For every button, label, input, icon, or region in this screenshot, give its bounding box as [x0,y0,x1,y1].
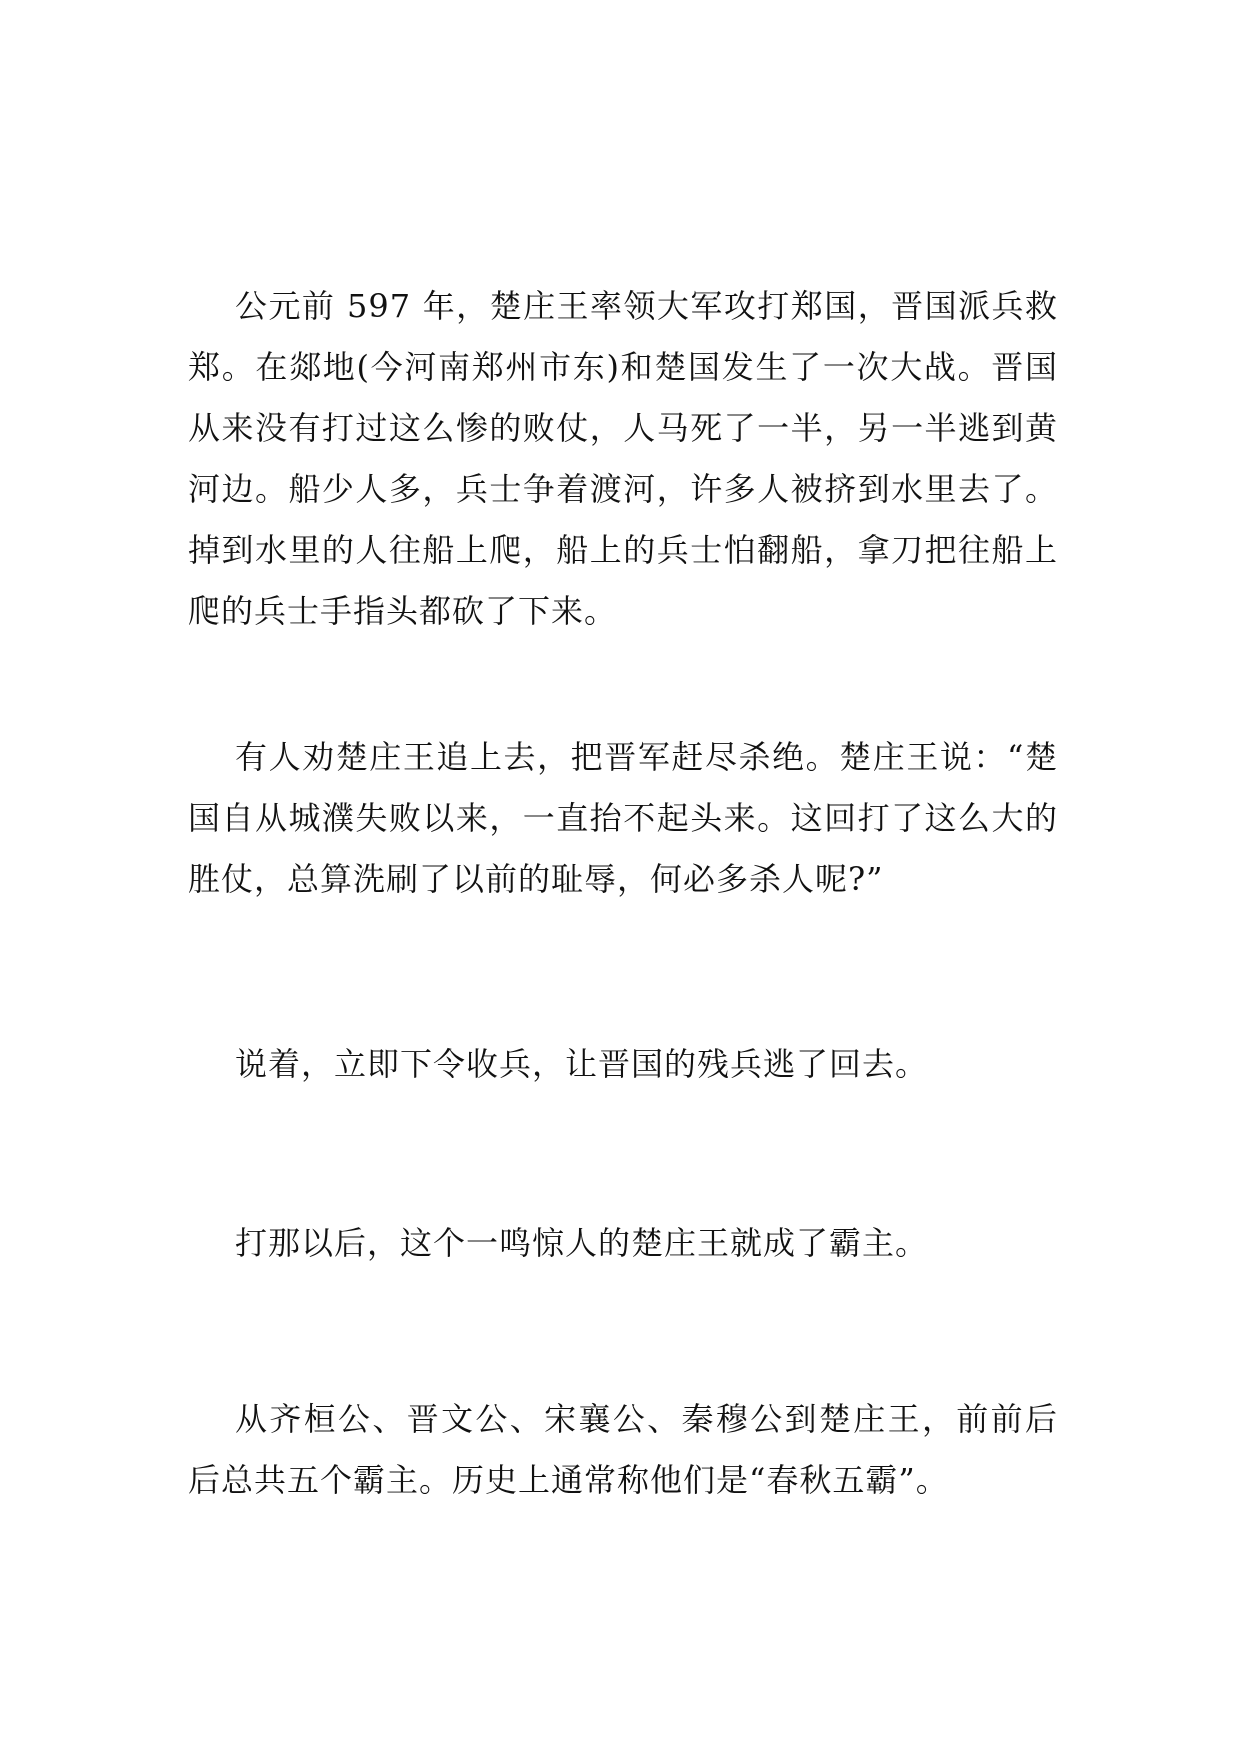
paragraph-battle: 公元前 597 年，楚庄王率领大军攻打郑国，晋国派兵救郑。在郯地(今河南郑州市东)和楚国发生了一次大战。晋国从来没有打过这么惨的败仗，人马死了一半，另一半逃到黄河边。船少人多，兵士争着渡河，许多人被挤到水里去了。掉到水里的人往船上爬，船上的兵士怕翻船，拿刀把往船上爬的兵士手指头都砍了下来。 [188,287,1058,630]
paragraph-withdraw: 说着，立即下令收兵，让晋国的残兵逃了回去。 [235,1045,929,1083]
paragraph-hegemon: 打那以后，这个一鸣惊人的楚庄王就成了霸主。 [235,1224,929,1262]
paragraph-five-hegemons: 从齐桓公、晋文公、宋襄公、秦穆公到楚庄王，前前后后总共五个霸主。历史上通常称他们是“春秋五霸”。 [188,1400,1058,1499]
paragraph-king-speech: 有人劝楚庄王追上去，把晋军赶尽杀绝。楚庄王说：“楚国自从城濮失败以来，一直抬不起头来。这回打了这么大的胜仗，总算洗刷了以前的耻辱，何必多杀人呢?” [188,738,1058,898]
